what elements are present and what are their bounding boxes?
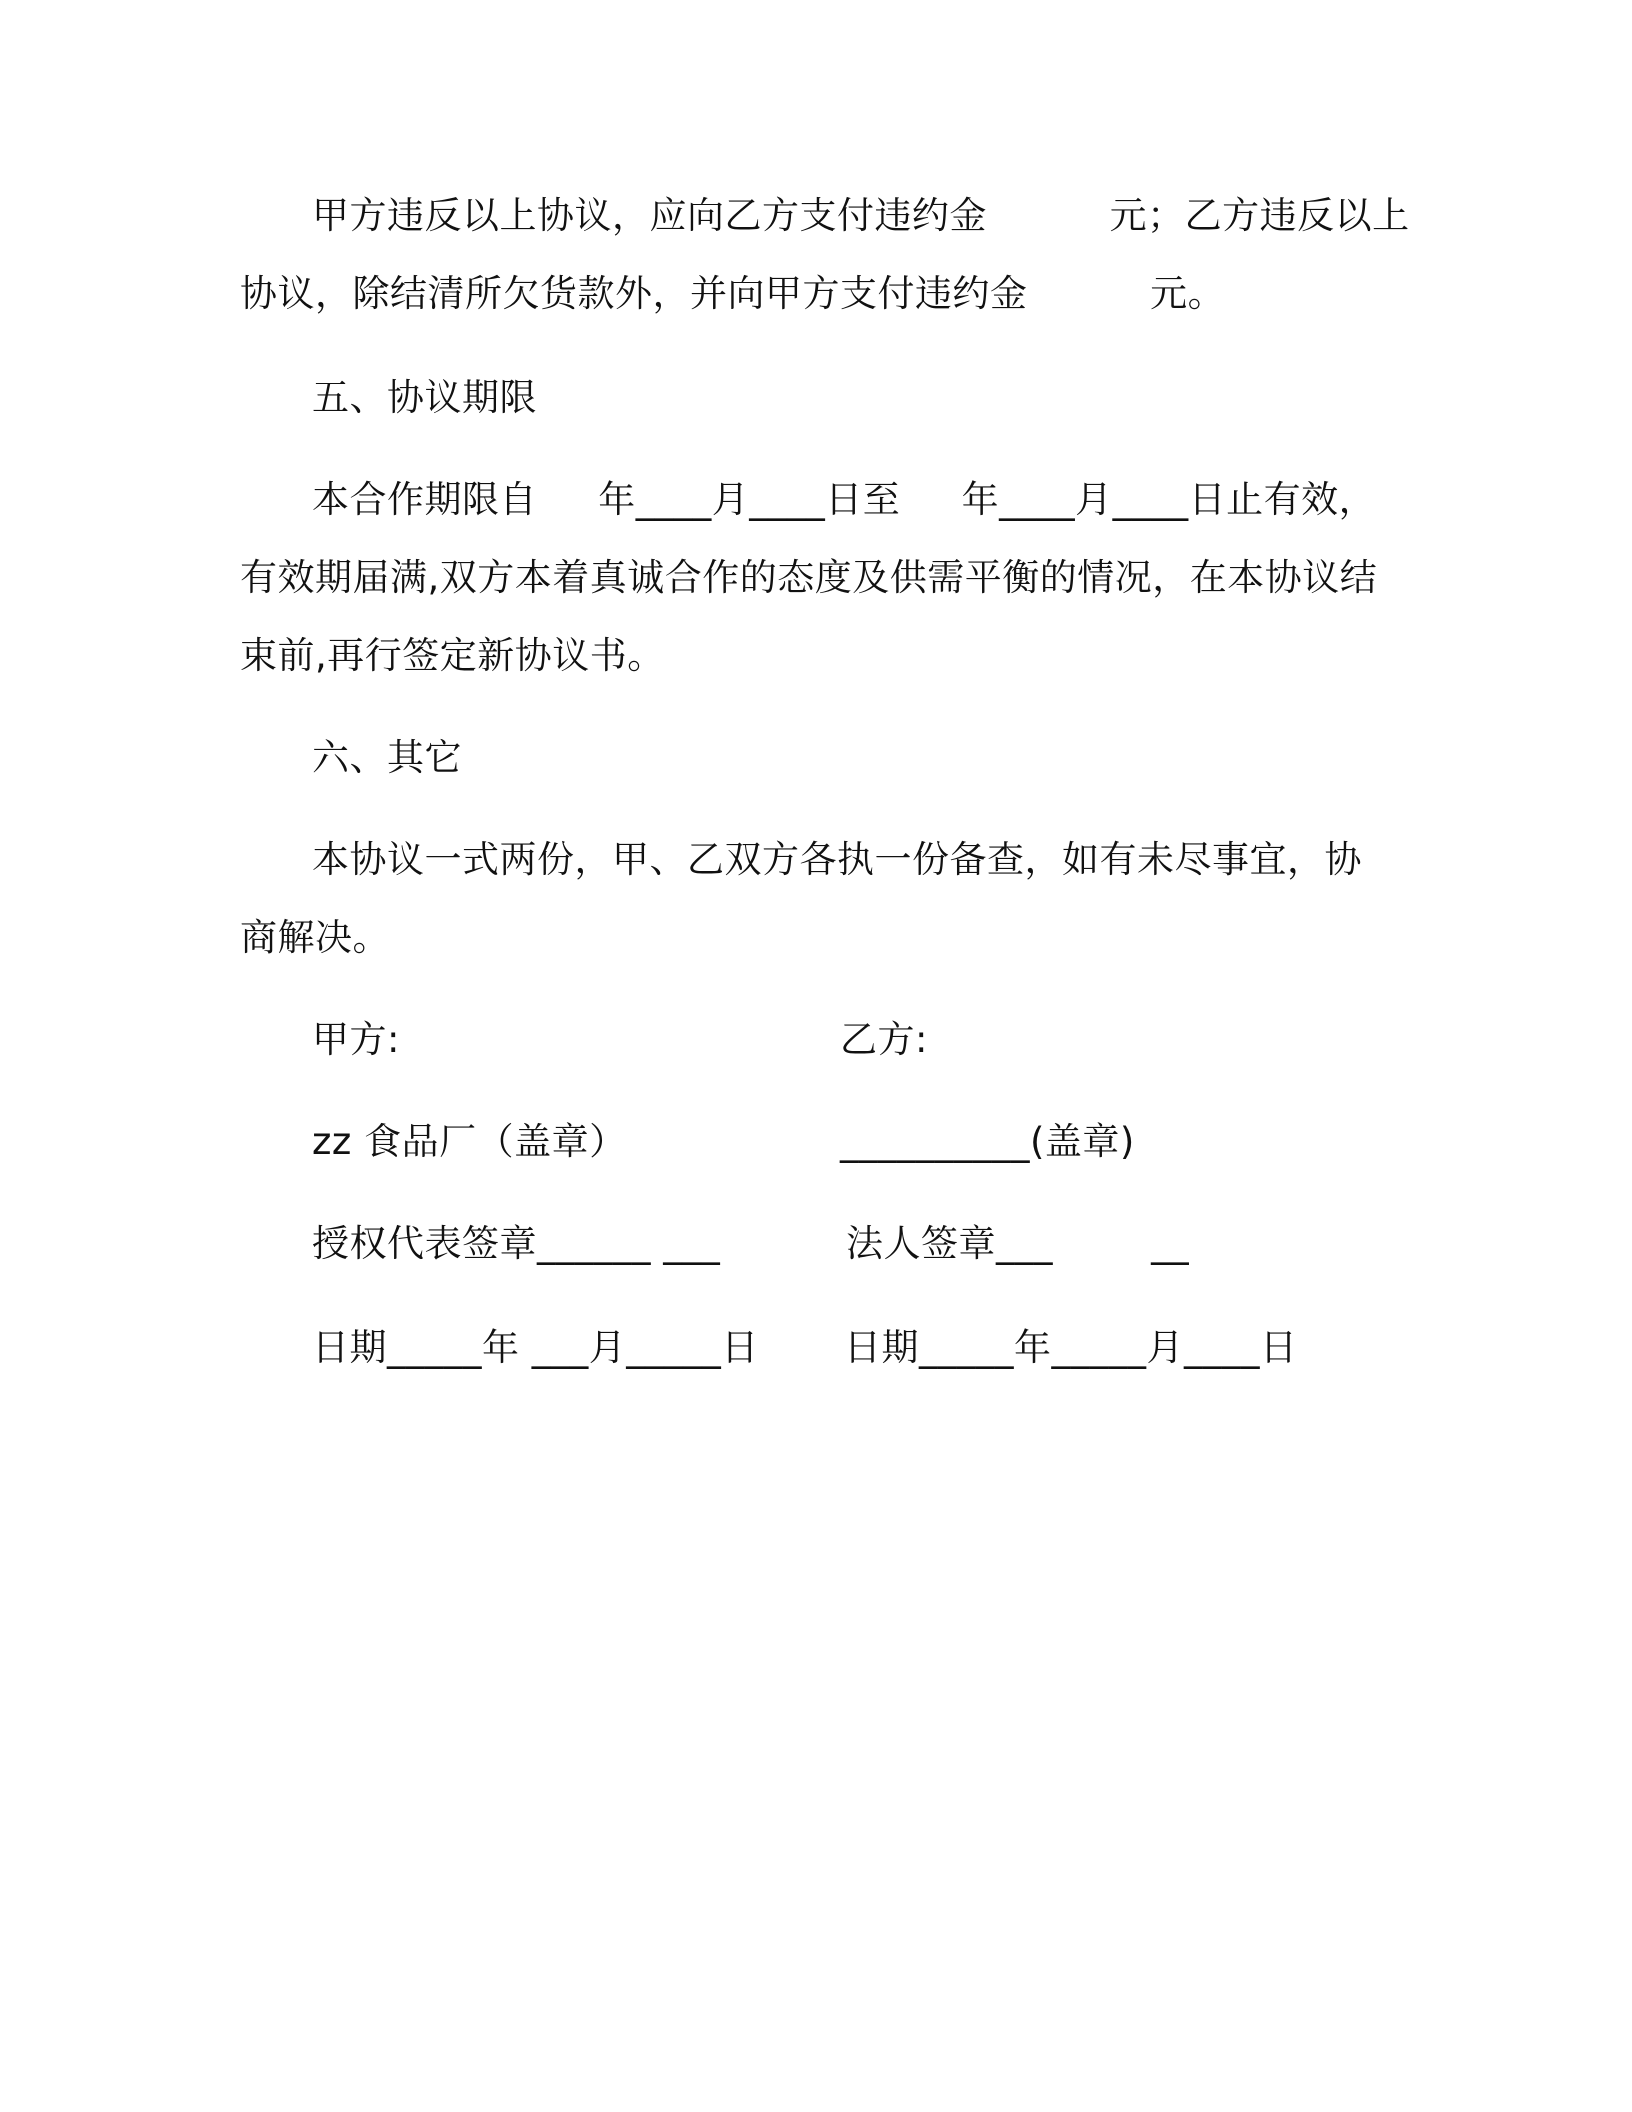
party-a-company: zz 食品厂（盖章） [312,1120,627,1163]
party-a-date: 日期_____年 ___月_____日 [312,1326,759,1369]
party-b-company: __________(盖章) [840,1120,1135,1163]
other-line-2: 商解决。 [240,916,390,959]
other-line-1: 本协议一式两份，甲、乙双方各执一份备查，如有未尽事宜，协 [312,838,1362,881]
term-line-3: 束前,再行签定新协议书。 [240,634,665,677]
section-heading-other: 六、其它 [312,736,462,779]
term-line-1: 本合作期限自 年____月____日至 年____月____日止有效， [312,478,1377,521]
penalty-line-1: 甲方违反以上协议，应向乙方支付违约金 元；乙方违反以上 [312,194,1410,237]
section-heading-term: 五、协议期限 [312,376,537,419]
penalty-line-2: 协议，除结清所欠货款外，并向甲方支付违约金 元。 [240,272,1226,315]
party-a-representative: 授权代表签章______ ___ [312,1222,721,1265]
term-line-2: 有效期届满,双方本着真诚合作的态度及供需平衡的情况，在本协议结 [240,556,1378,599]
party-b-label: 乙方: [840,1018,928,1061]
party-b-date: 日期_____年_____月____日 [844,1326,1298,1369]
party-b-representative: 法人签章___ __ [846,1222,1190,1265]
party-a-label: 甲方: [312,1018,400,1061]
